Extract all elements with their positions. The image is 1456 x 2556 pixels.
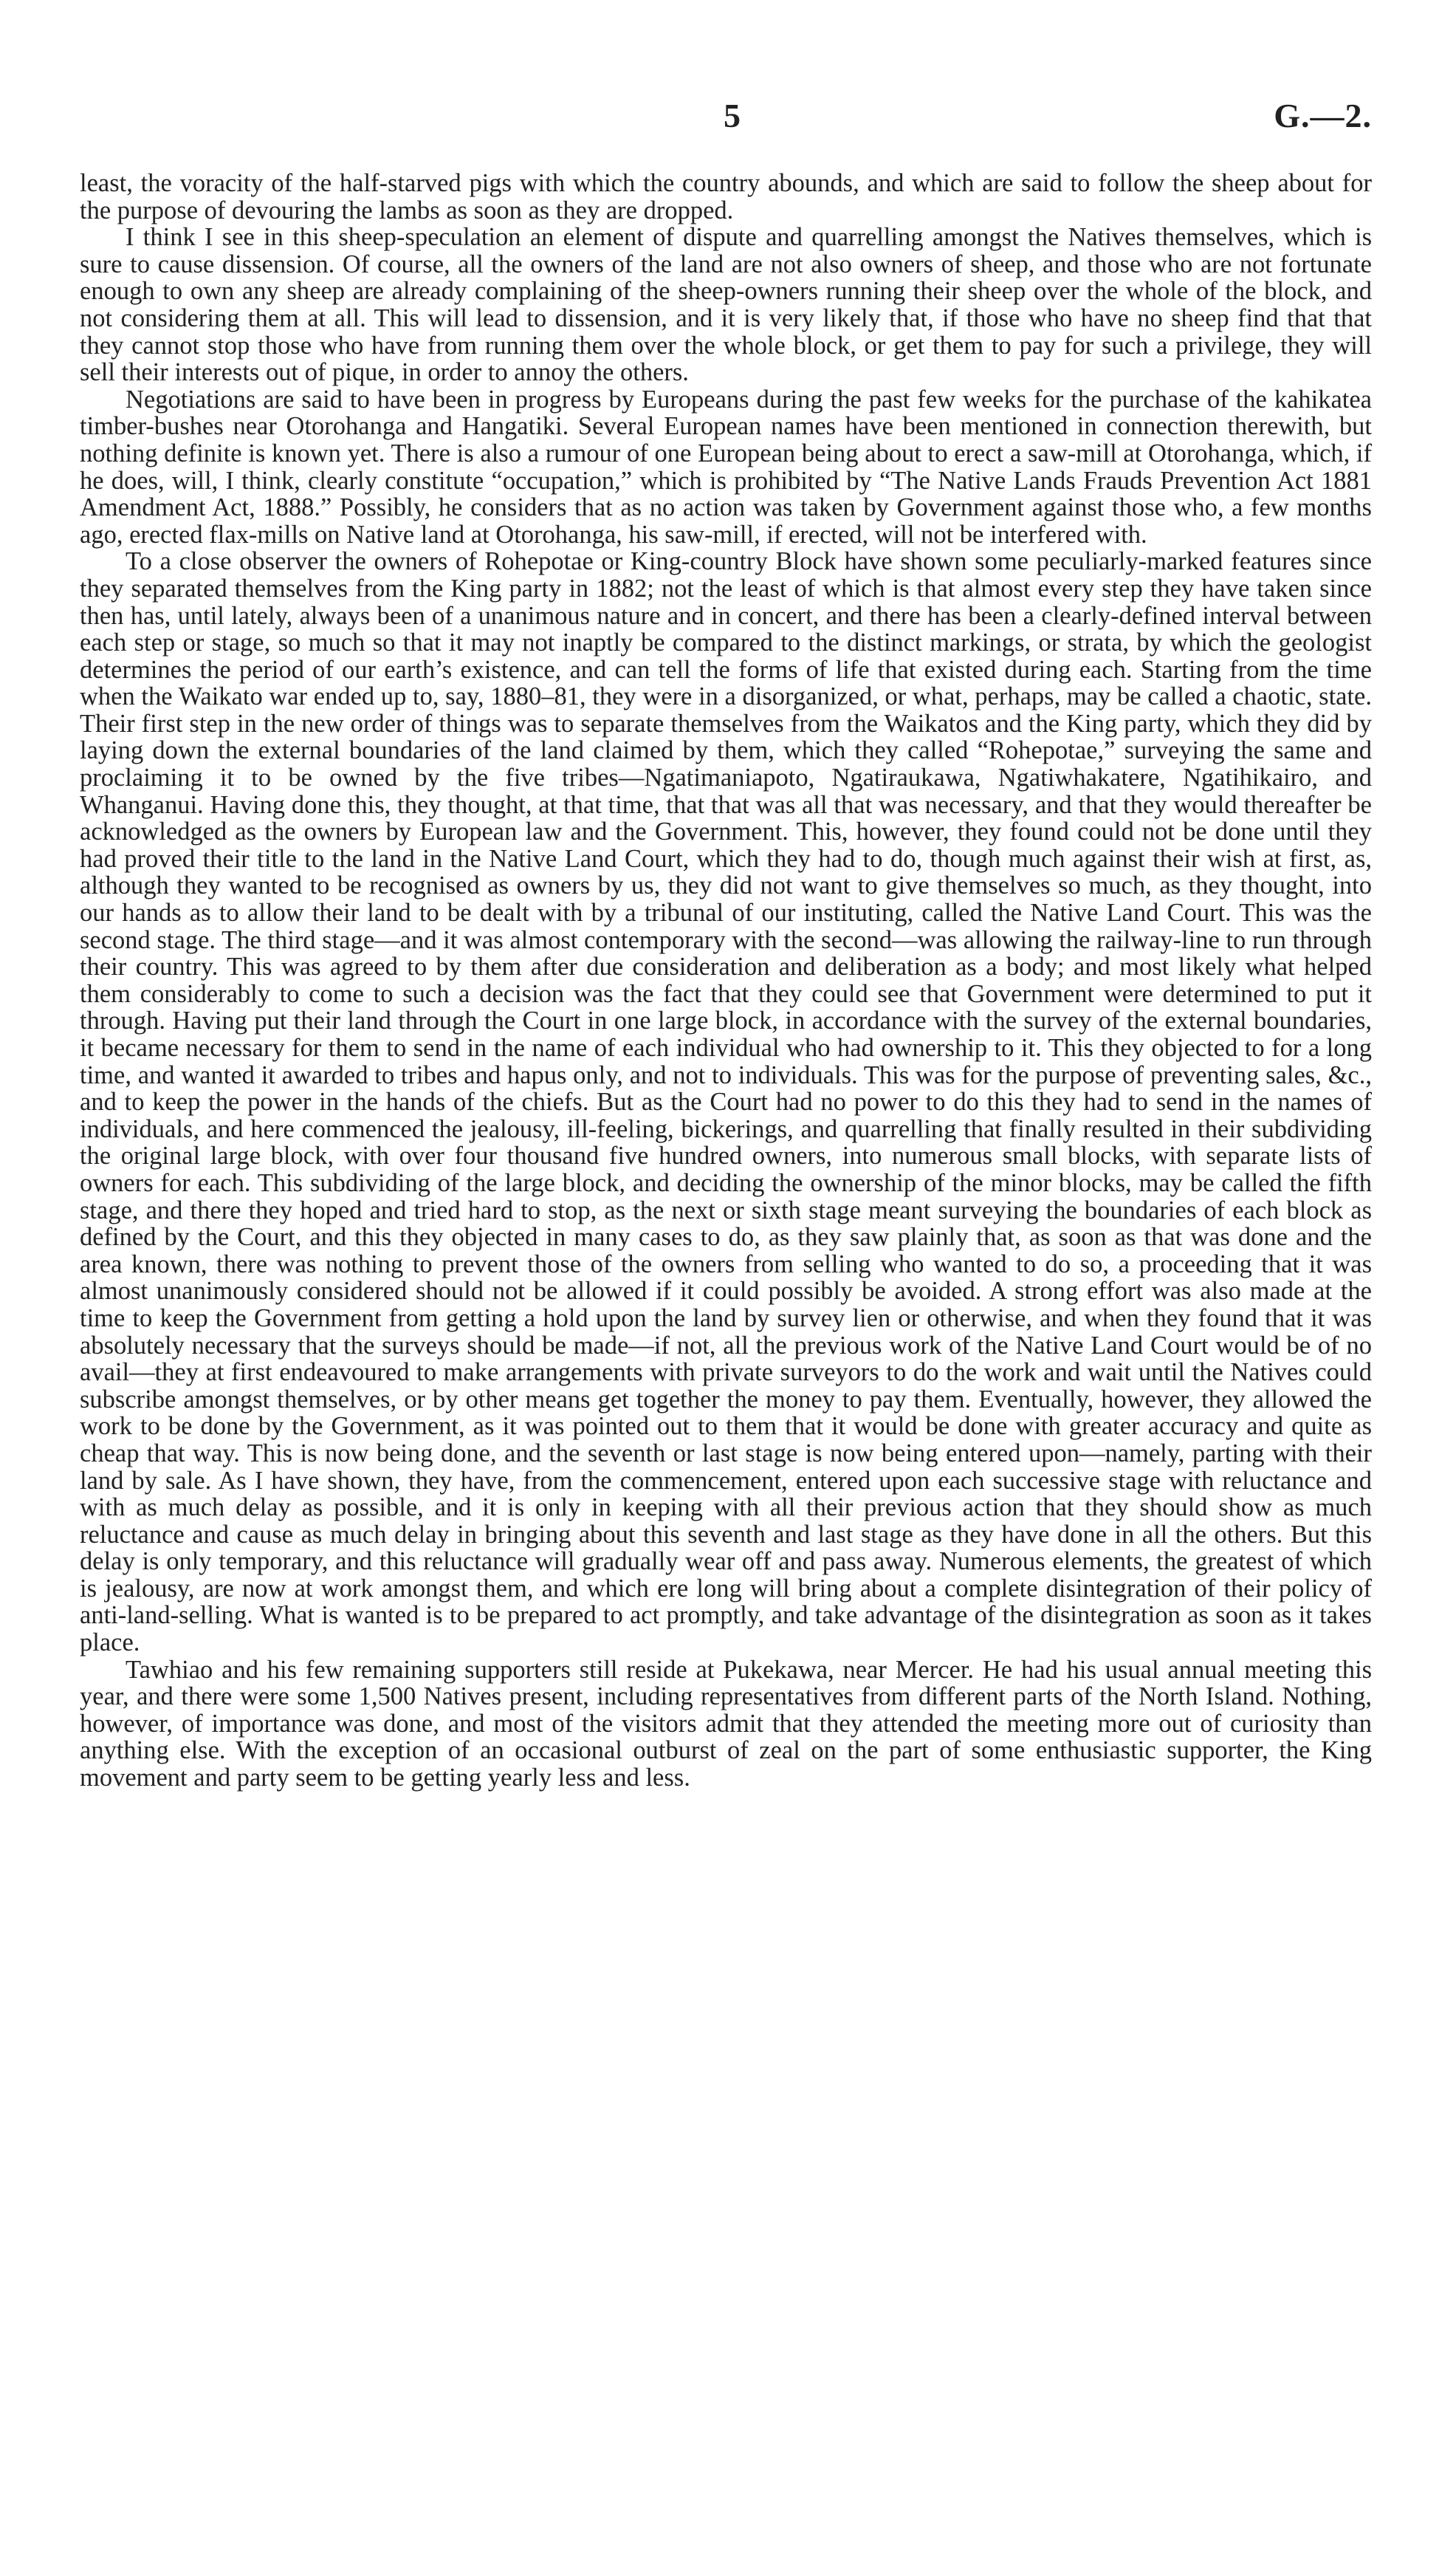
document-page <box>80 96 1372 1792</box>
document-code: G.—2. <box>1274 97 1372 134</box>
body-text <box>80 170 1372 1792</box>
paragraph-sheep-speculation: I think I see in this sheep-speculation an element of dispute and quarrelling amongst the Natives themselves, which is sure to cause dissension. Of course, all the owners of the land are not also owners of sheep, and those who are not fortunate enough to own any sheep are already complaining of the sheep-owners running their sheep over the whole of the block, and not considering them at all. This will lead to dissension, and it is very likely that, if those who have no sheep find that that they cannot stop those who have from running them over the whole block, or get them to pay for such a privilege, they will sell their interests out of pique, in order to annoy the others. <box>80 223 1372 387</box>
page-number: 5 <box>724 97 741 134</box>
paragraph-timber-negotiations: Negotiations are said to have been in progress by Europeans during the past few weeks for the purchase of the kahikatea timber-bushes near Otorohanga and Hangatiki. Several European names have been mentioned in connection therewith, but nothing definite is known yet. There is also a rumour of one European being about to erect a saw-mill at Otorohanga, which, if he does, will, I think, clearly constitute “occupation,” which is prohibited by “The Native Lands Frauds Prevention Act 1881 Amendment Act, 1888.” Possibly, he considers that as no action was taken by Government against those who, a few months ago, erected flax-mills on Native land at Otorohanga, his saw-mill, if erected, will not be interfered with. <box>80 385 1372 549</box>
paragraph-tawhiao-meeting: Tawhiao and his few remaining supporters still reside at Pukekawa, near Mercer. He had his usual annual meeting this year, and there were some 1,500 Natives present, including representatives from different parts of the North Island. Nothing, however, of importance was done, and most of the visitors admit that they attended the meeting more out of curiosity than anything else. With the exception of an occasional outburst of zeal on the part of some enthusiastic supporter, the King movement and party seem to be getting yearly less and less. <box>80 1655 1372 1792</box>
paragraph-rohepotae-stages: To a close observer the owners of Rohepotae or King-country Block have shown some peculiarly-marked features since they separated themselves from the King party in 1882; not the least of which is that almost every step they have taken since then has, until lately, always been of a unanimous nature and in concert, and there has been a clearly-defined interval between each step or stage, so much so that it may not inaptly be compared to the distinct markings, or strata, by which the geologist determines the period of our earth’s existence, and can tell the forms of life that existed during each. Starting from the time when the Waikato war ended up to, say, 1880–81, they were in a disorganized, or what, perhaps, may be called a chaotic, state. Their first step in the new order of things was to separate themselves from the Waikatos and the King party, which they did by laying down the external boundaries of the land claimed by them, which they called “Rohepotae,” surveying the same and proclaiming it to be owned by the five tribes—Ngatimaniapoto, Ngatiraukawa, Ngatiwhakatere, Ngatihikairo, and Whanganui. Having done this, they thought, at that time, that that was all that was necessary, and that they would thereafter be acknowledged as the owners by European law and the Government. This, however, they found could not be done until they had proved their title to the land in the Native Land Court, which they had to do, though much against their wish at first, as, although they wanted to be recognised as owners by us, they did not want to give themselves so much, as they thought, into our hands as to allow their land to be dealt with by a tribunal of our instituting, called the Native Land Court. This was the second stage. The third stage—and it was almost contemporary with the second—was allowing the railway-line to run through their country. This was agreed to by them after due consideration and deliberation as a body; and most likely what helped them considerably to come to such a decision was the fact that they could see that Government were determined to put it through. Having put their land through the Court in one large block, in accordance with the survey of the external boundaries, it became necessary for them to send in the name of each individual who had ownership to it. This they objected to for a long time, and wanted it awarded to tribes and hapus only, and not to individuals. This was for the purpose of preventing sales, &c., and to keep the power in the hands of the chiefs. But as the Court had no power to do this they had to send in the names of individuals, and here commenced the jealousy, ill-feeling, bickerings, and quarrelling that finally resulted in their subdividing the original large block, with over four thousand five hundred owners, into numerous small blocks, with separate lists of owners for each. This subdividing of the large block, and deciding the ownership of the minor blocks, may be called the fifth stage, and there they hoped and tried hard to stop, as the next or sixth stage meant surveying the boundaries of each block as defined by the Court, and this they objected in many cases to do, as they saw plainly that, as soon as that was done and the area known, there was nothing to prevent those of the owners from selling who wanted to do so, a proceeding that it was almost unanimously considered should not be allowed if it could possibly be avoided. A strong effort was also made at the time to keep the Government from getting a hold upon the land by survey lien or otherwise, and when they found that it was absolutely necessary that the surveys should be made—if not, all the previous work of the Native Land Court would be of no avail—they at first endeavoured to make arrangements with private surveyors to do the work and wait until the Natives could subscribe amongst themselves, or by other means get together the money to pay them. Eventually, however, they allowed the work to be done by the Government, as it was pointed out to them that it would be done with greater accuracy and quite as cheap that way. This is now being done, and the seventh or last stage is now being entered upon—namely, parting with their land by sale. As I have shown, they have, from the commencement, entered upon each successive stage with reluctance and with as much delay as possible, and it is only in keeping with all their previous action that they should show as much reluctance and cause as much delay in bringing about this seventh and last stage as they have done in all the others. But this delay is only temporary, and this reluctance will gradually wear off and pass away. Numerous elements, the greatest of which is jealousy, are now at work amongst them, and which ere long will bring about a complete disintegration of their policy of anti-land-selling. What is wanted is to be prepared to act promptly, and take advantage of the disintegration as soon as it takes place. <box>80 547 1372 1657</box>
paragraph-continuation: least, the voracity of the half-starved pigs with which the country abounds, and which are said to follow the sheep about for the purpose of devouring the lambs as soon as they are dropped. <box>80 169 1372 225</box>
page-header <box>80 96 1372 140</box>
